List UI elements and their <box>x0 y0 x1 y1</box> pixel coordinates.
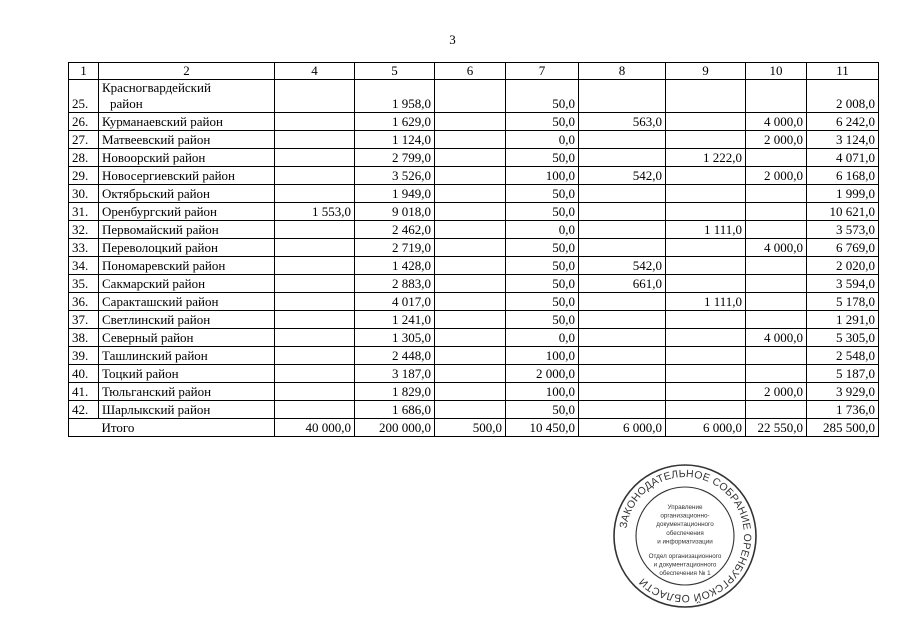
table-row <box>69 221 879 239</box>
table-row <box>69 275 879 293</box>
value-cell <box>666 239 746 257</box>
district-name <box>99 113 275 131</box>
value-cell: 2 719,0 <box>355 239 435 257</box>
value-cell: 50,0 <box>506 80 579 113</box>
value-cell: 2 000,0 <box>746 383 807 401</box>
value-cell <box>746 257 807 275</box>
row-number: 31. <box>69 203 99 221</box>
district-name <box>99 311 275 329</box>
table-row <box>69 383 879 401</box>
value-cell: 2 799,0 <box>355 149 435 167</box>
value-cell <box>275 185 355 203</box>
value-cell <box>435 239 506 257</box>
value-cell: 50,0 <box>506 311 579 329</box>
table-row <box>69 167 879 185</box>
value-cell: 1 291,0 <box>807 311 879 329</box>
district-name <box>99 401 275 419</box>
value-cell <box>666 185 746 203</box>
table-row <box>69 239 879 257</box>
value-cell <box>435 365 506 383</box>
value-cell: 2 000,0 <box>746 167 807 185</box>
table-row <box>69 329 879 347</box>
value-cell <box>435 113 506 131</box>
stamp-inner-line: документационного <box>656 521 714 529</box>
value-cell <box>275 80 355 113</box>
value-cell <box>579 383 666 401</box>
value-cell: 3 124,0 <box>807 131 879 149</box>
row-number: 40. <box>69 365 99 383</box>
value-cell: 5 305,0 <box>807 329 879 347</box>
value-cell: 1 686,0 <box>355 401 435 419</box>
total-value-cell: 40 000,0 <box>275 419 355 437</box>
value-cell: 2 448,0 <box>355 347 435 365</box>
value-cell <box>275 383 355 401</box>
value-cell <box>666 167 746 185</box>
value-cell <box>435 293 506 311</box>
column-header: 9 <box>666 63 746 80</box>
district-name <box>99 275 275 293</box>
value-cell <box>579 311 666 329</box>
value-cell <box>275 221 355 239</box>
table-row <box>69 149 879 167</box>
district-name <box>99 365 275 383</box>
value-cell <box>579 293 666 311</box>
total-value-cell: 10 450,0 <box>506 419 579 437</box>
value-cell <box>666 383 746 401</box>
value-cell <box>746 311 807 329</box>
district-name-line: район <box>110 96 143 111</box>
value-cell <box>746 185 807 203</box>
column-header: 7 <box>506 63 579 80</box>
district-name-line: Северный район <box>102 330 194 345</box>
value-cell <box>666 257 746 275</box>
row-number: 28. <box>69 149 99 167</box>
row-number: 29. <box>69 167 99 185</box>
table-row <box>69 80 879 113</box>
value-cell: 5 178,0 <box>807 293 879 311</box>
allocation-table <box>68 62 879 437</box>
value-cell <box>746 149 807 167</box>
value-cell <box>666 329 746 347</box>
value-cell: 4 000,0 <box>746 329 807 347</box>
value-cell <box>275 347 355 365</box>
value-cell: 50,0 <box>506 185 579 203</box>
value-cell: 1 124,0 <box>355 131 435 149</box>
table-header-row <box>69 63 879 80</box>
value-cell <box>579 329 666 347</box>
column-header: 6 <box>435 63 506 80</box>
district-name-line: Саракташский район <box>102 294 219 309</box>
value-cell: 2 462,0 <box>355 221 435 239</box>
stamp-seal <box>612 463 758 609</box>
value-cell <box>435 257 506 275</box>
district-name-line: Красногвардейский <box>102 80 211 95</box>
value-cell: 50,0 <box>506 257 579 275</box>
value-cell <box>666 113 746 131</box>
column-header: 11 <box>807 63 879 80</box>
table-row <box>69 311 879 329</box>
stamp-inner-line: и информатизации <box>657 538 713 546</box>
district-name-line: Сакмарский район <box>102 276 206 291</box>
total-value-cell: 500,0 <box>435 419 506 437</box>
value-cell <box>666 401 746 419</box>
row-number: 39. <box>69 347 99 365</box>
table-row <box>69 113 879 131</box>
value-cell <box>746 401 807 419</box>
stamp-inner-line: обеспечения <box>666 529 704 537</box>
value-cell: 2 883,0 <box>355 275 435 293</box>
value-cell <box>435 149 506 167</box>
value-cell: 6 769,0 <box>807 239 879 257</box>
value-cell: 1 829,0 <box>355 383 435 401</box>
district-name <box>99 80 275 113</box>
value-cell <box>746 347 807 365</box>
value-cell: 1 629,0 <box>355 113 435 131</box>
district-name-line: Октябрьский район <box>102 186 210 201</box>
value-cell: 2 020,0 <box>807 257 879 275</box>
value-cell: 100,0 <box>506 167 579 185</box>
value-cell <box>579 365 666 383</box>
value-cell: 1 999,0 <box>807 185 879 203</box>
column-header: 4 <box>275 63 355 80</box>
total-row <box>69 419 879 437</box>
value-cell <box>275 149 355 167</box>
value-cell: 1 553,0 <box>275 203 355 221</box>
district-name-line: Шарлыкский район <box>102 402 211 417</box>
total-value-cell: 6 000,0 <box>579 419 666 437</box>
value-cell: 4 017,0 <box>355 293 435 311</box>
district-name-line: Переволоцкий район <box>102 240 218 255</box>
column-header: 2 <box>99 63 275 80</box>
value-cell <box>275 257 355 275</box>
stamp-inner-line: организационно- <box>660 512 710 520</box>
value-cell: 542,0 <box>579 257 666 275</box>
value-cell <box>275 365 355 383</box>
value-cell <box>435 311 506 329</box>
district-name-line: Новосергиевский район <box>102 168 236 183</box>
row-number: 25. <box>69 80 99 113</box>
value-cell <box>435 383 506 401</box>
value-cell: 50,0 <box>506 401 579 419</box>
value-cell: 1 428,0 <box>355 257 435 275</box>
value-cell: 50,0 <box>506 275 579 293</box>
value-cell <box>435 221 506 239</box>
district-name-line: Курманаевский район <box>102 114 223 129</box>
value-cell: 4 000,0 <box>746 113 807 131</box>
value-cell: 0,0 <box>506 221 579 239</box>
value-cell <box>275 167 355 185</box>
value-cell: 0,0 <box>506 329 579 347</box>
stamp-outer-text: ЗАКОНОДАТЕЛЬНОЕ СОБРАНИЕ ОРЕНБУРГСКОЙ ОБЛАСТИ <box>617 467 754 605</box>
value-cell <box>435 167 506 185</box>
total-value-cell: 6 000,0 <box>666 419 746 437</box>
table-row <box>69 257 879 275</box>
value-cell <box>579 239 666 257</box>
value-cell: 10 621,0 <box>807 203 879 221</box>
row-number: 42. <box>69 401 99 419</box>
value-cell <box>666 311 746 329</box>
value-cell: 2 000,0 <box>746 131 807 149</box>
value-cell <box>435 131 506 149</box>
value-cell: 6 168,0 <box>807 167 879 185</box>
value-cell <box>435 80 506 113</box>
row-number: 35. <box>69 275 99 293</box>
value-cell <box>746 80 807 113</box>
district-name-line: Первомайский район <box>102 222 219 237</box>
stamp-dept-line: обеспечения № 1 <box>659 570 711 578</box>
value-cell: 50,0 <box>506 149 579 167</box>
value-cell: 3 187,0 <box>355 365 435 383</box>
district-name <box>99 167 275 185</box>
district-name <box>99 329 275 347</box>
row-number: 41. <box>69 383 99 401</box>
row-number: 30. <box>69 185 99 203</box>
row-number: 33. <box>69 239 99 257</box>
value-cell <box>579 149 666 167</box>
column-header: 8 <box>579 63 666 80</box>
total-value-cell: 200 000,0 <box>355 419 435 437</box>
value-cell: 0,0 <box>506 131 579 149</box>
value-cell: 3 573,0 <box>807 221 879 239</box>
district-name <box>99 221 275 239</box>
table-row <box>69 203 879 221</box>
table-row <box>69 185 879 203</box>
value-cell <box>746 365 807 383</box>
value-cell <box>275 329 355 347</box>
value-cell <box>275 131 355 149</box>
value-cell <box>275 401 355 419</box>
district-name <box>99 203 275 221</box>
page-number: 3 <box>449 32 456 47</box>
value-cell: 1 241,0 <box>355 311 435 329</box>
value-cell <box>666 131 746 149</box>
stamp-dept-line: и документационного <box>653 561 717 569</box>
stamp-inner-line: Управление <box>667 504 703 511</box>
district-name <box>99 293 275 311</box>
column-header: 5 <box>355 63 435 80</box>
district-name-line: Ташлинский район <box>102 348 208 363</box>
value-cell: 1 222,0 <box>666 149 746 167</box>
column-header: 10 <box>746 63 807 80</box>
value-cell <box>435 185 506 203</box>
value-cell <box>435 401 506 419</box>
total-label: Итого <box>99 419 275 437</box>
district-name <box>99 149 275 167</box>
value-cell: 563,0 <box>579 113 666 131</box>
district-name <box>99 239 275 257</box>
district-name-line: Пономаревский район <box>102 258 226 273</box>
value-cell: 2 000,0 <box>506 365 579 383</box>
value-cell: 661,0 <box>579 275 666 293</box>
table-row <box>69 365 879 383</box>
value-cell <box>275 239 355 257</box>
value-cell: 4 071,0 <box>807 149 879 167</box>
value-cell: 9 018,0 <box>355 203 435 221</box>
value-cell <box>579 80 666 113</box>
value-cell <box>666 365 746 383</box>
value-cell: 2 548,0 <box>807 347 879 365</box>
table-row <box>69 293 879 311</box>
value-cell <box>746 221 807 239</box>
column-header: 1 <box>69 63 99 80</box>
value-cell <box>275 275 355 293</box>
value-cell: 542,0 <box>579 167 666 185</box>
value-cell <box>746 203 807 221</box>
value-cell: 1 111,0 <box>666 221 746 239</box>
value-cell <box>579 185 666 203</box>
value-cell: 3 526,0 <box>355 167 435 185</box>
row-number: 36. <box>69 293 99 311</box>
value-cell: 4 000,0 <box>746 239 807 257</box>
value-cell: 50,0 <box>506 239 579 257</box>
district-name <box>99 383 275 401</box>
value-cell <box>746 275 807 293</box>
value-cell: 1 736,0 <box>807 401 879 419</box>
value-cell <box>275 293 355 311</box>
value-cell: 5 187,0 <box>807 365 879 383</box>
row-number: 32. <box>69 221 99 239</box>
value-cell: 1 111,0 <box>666 293 746 311</box>
value-cell <box>579 401 666 419</box>
value-cell: 1 305,0 <box>355 329 435 347</box>
table-row <box>69 347 879 365</box>
row-number: 27. <box>69 131 99 149</box>
value-cell <box>579 347 666 365</box>
row-number: 38. <box>69 329 99 347</box>
value-cell <box>579 203 666 221</box>
value-cell <box>666 275 746 293</box>
district-name-line: Светлинский район <box>102 312 211 327</box>
district-name-line: Тюльганский район <box>102 384 212 399</box>
value-cell <box>435 347 506 365</box>
total-value-cell: 22 550,0 <box>746 419 807 437</box>
value-cell: 50,0 <box>506 113 579 131</box>
stamp-dept-line: Отдел организационного <box>648 553 722 560</box>
value-cell <box>435 275 506 293</box>
row-number: 37. <box>69 311 99 329</box>
district-name-line: Тоцкий район <box>102 366 179 381</box>
value-cell <box>579 131 666 149</box>
value-cell <box>435 203 506 221</box>
district-name <box>99 257 275 275</box>
value-cell: 1 949,0 <box>355 185 435 203</box>
value-cell: 6 242,0 <box>807 113 879 131</box>
district-name-line: Новоорский район <box>102 150 206 165</box>
value-cell: 50,0 <box>506 203 579 221</box>
value-cell: 50,0 <box>506 293 579 311</box>
value-cell <box>579 221 666 239</box>
value-cell: 100,0 <box>506 383 579 401</box>
value-cell: 2 008,0 <box>807 80 879 113</box>
total-value-cell: 285 500,0 <box>807 419 879 437</box>
row-number: 26. <box>69 113 99 131</box>
total-row-blank <box>69 419 99 437</box>
value-cell <box>746 293 807 311</box>
value-cell <box>666 80 746 113</box>
value-cell <box>275 113 355 131</box>
value-cell <box>275 311 355 329</box>
district-name-line: Оренбургский район <box>102 204 218 219</box>
value-cell: 1 958,0 <box>355 80 435 113</box>
table-row <box>69 131 879 149</box>
row-number: 34. <box>69 257 99 275</box>
value-cell: 3 929,0 <box>807 383 879 401</box>
district-name <box>99 131 275 149</box>
district-name-line: Матвеевский район <box>102 132 211 147</box>
value-cell: 3 594,0 <box>807 275 879 293</box>
value-cell <box>666 347 746 365</box>
district-name <box>99 185 275 203</box>
value-cell <box>666 203 746 221</box>
table-row <box>69 401 879 419</box>
value-cell: 100,0 <box>506 347 579 365</box>
value-cell <box>435 329 506 347</box>
district-name <box>99 347 275 365</box>
